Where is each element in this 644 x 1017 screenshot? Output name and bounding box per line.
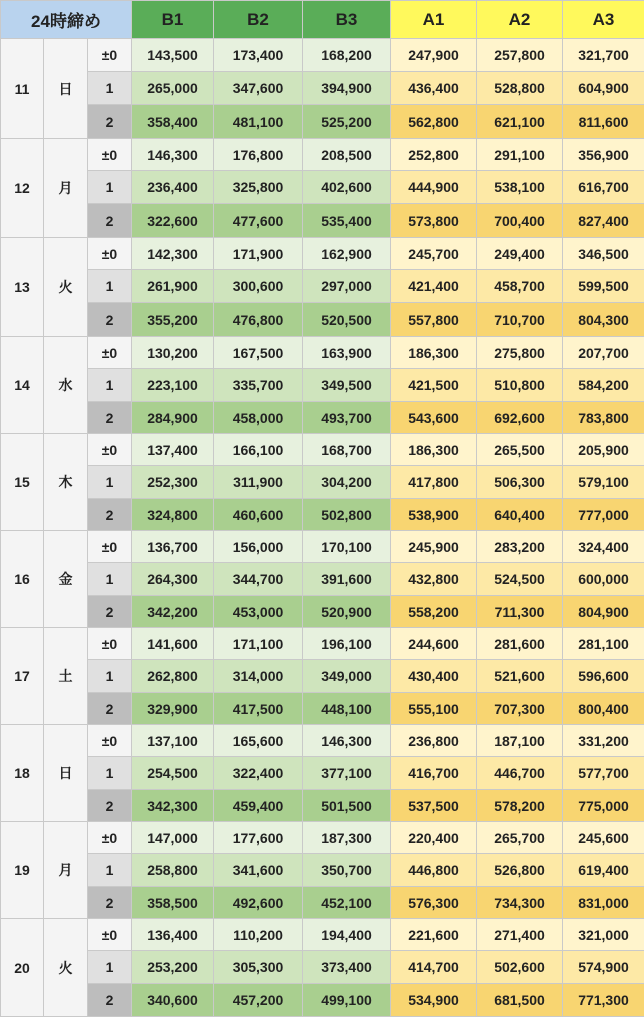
- price-cell-a2: 621,100: [477, 105, 563, 139]
- price-cell-a1: 421,400: [391, 270, 477, 303]
- price-cell-b2: 177,600: [214, 822, 303, 854]
- price-cell-b1: 340,600: [132, 984, 214, 1017]
- price-cell-a3: 596,600: [563, 660, 644, 693]
- price-cell-b3: 499,100: [303, 984, 391, 1017]
- table-row: [1, 369, 644, 402]
- day-offset: 2: [88, 105, 132, 139]
- table-row: [1, 270, 644, 303]
- table-row: [1, 984, 644, 1017]
- price-cell-a1: 414,700: [391, 951, 477, 984]
- price-cell-b3: 349,000: [303, 660, 391, 693]
- table-row: [1, 790, 644, 822]
- table-row: [1, 757, 644, 790]
- day-offset: ±0: [88, 628, 132, 660]
- price-cell-a2: 578,200: [477, 790, 563, 822]
- price-cell-a1: 555,100: [391, 693, 477, 725]
- price-cell-a3: 577,700: [563, 757, 644, 790]
- day-offset: 1: [88, 369, 132, 402]
- price-cell-b2: 476,800: [214, 303, 303, 337]
- price-cell-b3: 394,900: [303, 72, 391, 105]
- table-row: [1, 139, 644, 171]
- price-cell-b2: 460,600: [214, 499, 303, 531]
- price-cell-b2: 156,000: [214, 531, 303, 563]
- price-cell-b1: 358,500: [132, 887, 214, 919]
- price-cell-b2: 110,200: [214, 919, 303, 951]
- price-cell-b1: 265,000: [132, 72, 214, 105]
- price-cell-a2: 187,100: [477, 725, 563, 757]
- weekday: 日: [44, 725, 88, 822]
- table-row: [1, 660, 644, 693]
- price-cell-b2: 311,900: [214, 466, 303, 499]
- price-cell-a2: 502,600: [477, 951, 563, 984]
- day-offset: 2: [88, 596, 132, 628]
- price-cell-a2: 506,300: [477, 466, 563, 499]
- price-cell-a3: 616,700: [563, 171, 644, 204]
- price-cell-a2: 700,400: [477, 204, 563, 238]
- day-offset: 2: [88, 887, 132, 919]
- price-cell-a1: 416,700: [391, 757, 477, 790]
- price-cell-b3: 452,100: [303, 887, 391, 919]
- price-cell-a2: 707,300: [477, 693, 563, 725]
- day-number: 11: [1, 39, 44, 139]
- price-cell-a1: 432,800: [391, 563, 477, 596]
- price-cell-a1: 220,400: [391, 822, 477, 854]
- price-cell-b1: 141,600: [132, 628, 214, 660]
- table-row: [1, 72, 644, 105]
- table-row: [1, 499, 644, 531]
- price-cell-b1: 143,500: [132, 39, 214, 72]
- price-cell-a3: 604,900: [563, 72, 644, 105]
- price-cell-a3: 574,900: [563, 951, 644, 984]
- day-offset: ±0: [88, 822, 132, 854]
- price-cell-a2: 524,500: [477, 563, 563, 596]
- price-cell-a2: 275,800: [477, 337, 563, 369]
- price-cell-a2: 249,400: [477, 238, 563, 270]
- price-cell-a1: 421,500: [391, 369, 477, 402]
- day-offset: 1: [88, 757, 132, 790]
- price-cell-a3: 771,300: [563, 984, 644, 1017]
- price-cell-a2: 281,600: [477, 628, 563, 660]
- price-cell-b2: 171,900: [214, 238, 303, 270]
- price-cell-b3: 187,300: [303, 822, 391, 854]
- price-cell-a2: 692,600: [477, 402, 563, 434]
- table-row: [1, 693, 644, 725]
- price-cell-a2: 681,500: [477, 984, 563, 1017]
- day-number: 12: [1, 139, 44, 238]
- price-cell-a2: 526,800: [477, 854, 563, 887]
- weekday: 月: [44, 139, 88, 238]
- price-cell-a3: 584,200: [563, 369, 644, 402]
- price-cell-b3: 520,900: [303, 596, 391, 628]
- table-row: [1, 39, 644, 72]
- price-cell-b1: 137,400: [132, 434, 214, 466]
- price-cell-a1: 557,800: [391, 303, 477, 337]
- col-header-a1: A1: [391, 1, 477, 39]
- price-cell-b3: 373,400: [303, 951, 391, 984]
- price-cell-a1: 430,400: [391, 660, 477, 693]
- price-cell-b1: 147,000: [132, 822, 214, 854]
- table-row: [1, 204, 644, 238]
- header-row: [1, 1, 644, 39]
- price-cell-a1: 417,800: [391, 466, 477, 499]
- price-cell-b1: 253,200: [132, 951, 214, 984]
- price-cell-a3: 599,500: [563, 270, 644, 303]
- col-header-b3: B3: [303, 1, 391, 39]
- table-row: [1, 951, 644, 984]
- price-cell-b2: 166,100: [214, 434, 303, 466]
- price-cell-a2: 640,400: [477, 499, 563, 531]
- price-cell-b1: 146,300: [132, 139, 214, 171]
- price-cell-b3: 304,200: [303, 466, 391, 499]
- price-cell-a3: 205,900: [563, 434, 644, 466]
- price-cell-b2: 347,600: [214, 72, 303, 105]
- price-cell-a1: 534,900: [391, 984, 477, 1017]
- price-cell-a2: 528,800: [477, 72, 563, 105]
- table-row: [1, 854, 644, 887]
- day-offset: 2: [88, 303, 132, 337]
- day-offset: 1: [88, 466, 132, 499]
- weekday: 月: [44, 822, 88, 919]
- price-cell-a2: 271,400: [477, 919, 563, 951]
- price-cell-a2: 710,700: [477, 303, 563, 337]
- day-offset: ±0: [88, 39, 132, 72]
- price-cell-a2: 283,200: [477, 531, 563, 563]
- price-cell-b2: 325,800: [214, 171, 303, 204]
- price-cell-a3: 321,700: [563, 39, 644, 72]
- price-cell-a3: 831,000: [563, 887, 644, 919]
- weekday: 水: [44, 337, 88, 434]
- table-row: [1, 919, 644, 951]
- price-cell-b1: 130,200: [132, 337, 214, 369]
- day-number: 13: [1, 238, 44, 337]
- price-cell-b2: 176,800: [214, 139, 303, 171]
- table-row: [1, 596, 644, 628]
- price-cell-a1: 236,800: [391, 725, 477, 757]
- price-cell-b2: 300,600: [214, 270, 303, 303]
- price-cell-b2: 165,600: [214, 725, 303, 757]
- price-cell-a3: 207,700: [563, 337, 644, 369]
- table-row: [1, 402, 644, 434]
- day-offset: ±0: [88, 139, 132, 171]
- price-cell-a3: 356,900: [563, 139, 644, 171]
- price-cell-a3: 321,000: [563, 919, 644, 951]
- price-cell-b3: 525,200: [303, 105, 391, 139]
- table-row: [1, 303, 644, 337]
- col-header-a3: A3: [563, 1, 644, 39]
- table-row: [1, 434, 644, 466]
- price-cell-b2: 417,500: [214, 693, 303, 725]
- table-row: [1, 171, 644, 204]
- day-offset: 2: [88, 402, 132, 434]
- price-cell-b3: 163,900: [303, 337, 391, 369]
- price-cell-a1: 446,800: [391, 854, 477, 887]
- price-cell-b2: 314,000: [214, 660, 303, 693]
- price-cell-b3: 146,300: [303, 725, 391, 757]
- table-row: [1, 531, 644, 563]
- price-cell-b2: 322,400: [214, 757, 303, 790]
- price-cell-a3: 783,800: [563, 402, 644, 434]
- price-cell-b3: 297,000: [303, 270, 391, 303]
- table-body: [1, 39, 644, 1017]
- price-cell-b3: 208,500: [303, 139, 391, 171]
- price-cell-a1: 244,600: [391, 628, 477, 660]
- day-offset: 2: [88, 790, 132, 822]
- price-cell-a3: 804,300: [563, 303, 644, 337]
- price-cell-b3: 535,400: [303, 204, 391, 238]
- price-cell-b3: 377,100: [303, 757, 391, 790]
- price-cell-a2: 538,100: [477, 171, 563, 204]
- price-cell-a3: 324,400: [563, 531, 644, 563]
- price-cell-b1: 358,400: [132, 105, 214, 139]
- price-cell-a1: 186,300: [391, 434, 477, 466]
- price-cell-b2: 341,600: [214, 854, 303, 887]
- day-number: 17: [1, 628, 44, 725]
- price-cell-b1: 264,300: [132, 563, 214, 596]
- weekday: 火: [44, 238, 88, 337]
- price-cell-b2: 171,100: [214, 628, 303, 660]
- price-cell-a3: 775,000: [563, 790, 644, 822]
- price-cell-a3: 777,000: [563, 499, 644, 531]
- price-cell-a1: 543,600: [391, 402, 477, 434]
- price-cell-b1: 262,800: [132, 660, 214, 693]
- price-cell-b2: 458,000: [214, 402, 303, 434]
- col-header-b1: B1: [132, 1, 214, 39]
- price-cell-b2: 459,400: [214, 790, 303, 822]
- day-number: 19: [1, 822, 44, 919]
- price-cell-a3: 619,400: [563, 854, 644, 887]
- weekday: 日: [44, 39, 88, 139]
- price-cell-b1: 324,800: [132, 499, 214, 531]
- col-header-a2: A2: [477, 1, 563, 39]
- table-row: [1, 725, 644, 757]
- price-cell-b2: 167,500: [214, 337, 303, 369]
- price-cell-b1: 355,200: [132, 303, 214, 337]
- col-header-b2: B2: [214, 1, 303, 39]
- price-cell-b1: 236,400: [132, 171, 214, 204]
- price-cell-a2: 711,300: [477, 596, 563, 628]
- weekday: 土: [44, 628, 88, 725]
- price-cell-b1: 223,100: [132, 369, 214, 402]
- price-cell-a1: 562,800: [391, 105, 477, 139]
- day-number: 14: [1, 337, 44, 434]
- day-offset: 1: [88, 951, 132, 984]
- price-cell-b3: 502,800: [303, 499, 391, 531]
- price-cell-b3: 402,600: [303, 171, 391, 204]
- price-cell-a2: 458,700: [477, 270, 563, 303]
- price-cell-a2: 521,600: [477, 660, 563, 693]
- price-cell-a3: 579,100: [563, 466, 644, 499]
- table-row: [1, 337, 644, 369]
- weekday: 火: [44, 919, 88, 1017]
- day-offset: 2: [88, 693, 132, 725]
- day-offset: 1: [88, 563, 132, 596]
- price-cell-b2: 457,200: [214, 984, 303, 1017]
- price-cell-a1: 245,700: [391, 238, 477, 270]
- price-cell-a3: 346,500: [563, 238, 644, 270]
- day-offset: ±0: [88, 725, 132, 757]
- price-cell-a1: 221,600: [391, 919, 477, 951]
- price-cell-a1: 538,900: [391, 499, 477, 531]
- price-cell-b1: 136,700: [132, 531, 214, 563]
- price-cell-b3: 168,200: [303, 39, 391, 72]
- day-offset: ±0: [88, 337, 132, 369]
- cutoff-label: 24時締め: [1, 1, 132, 39]
- price-cell-a2: 734,300: [477, 887, 563, 919]
- price-cell-b1: 322,600: [132, 204, 214, 238]
- price-cell-a3: 800,400: [563, 693, 644, 725]
- price-cell-b2: 305,300: [214, 951, 303, 984]
- price-cell-b3: 501,500: [303, 790, 391, 822]
- price-cell-a3: 811,600: [563, 105, 644, 139]
- table-row: [1, 466, 644, 499]
- day-offset: 1: [88, 270, 132, 303]
- price-cell-b3: 168,700: [303, 434, 391, 466]
- price-cell-b3: 448,100: [303, 693, 391, 725]
- price-cell-a3: 600,000: [563, 563, 644, 596]
- price-cell-b3: 350,700: [303, 854, 391, 887]
- weekday: 金: [44, 531, 88, 628]
- price-cell-b3: 391,600: [303, 563, 391, 596]
- price-cell-a2: 265,500: [477, 434, 563, 466]
- price-cell-b3: 520,500: [303, 303, 391, 337]
- price-cell-a1: 444,900: [391, 171, 477, 204]
- price-cell-a3: 281,100: [563, 628, 644, 660]
- day-offset: ±0: [88, 434, 132, 466]
- price-cell-b2: 453,000: [214, 596, 303, 628]
- day-offset: 2: [88, 499, 132, 531]
- table-row: [1, 887, 644, 919]
- price-cell-a3: 804,900: [563, 596, 644, 628]
- day-offset: ±0: [88, 919, 132, 951]
- table-row: [1, 822, 644, 854]
- price-cell-b3: 493,700: [303, 402, 391, 434]
- day-offset: 1: [88, 171, 132, 204]
- price-cell-a2: 257,800: [477, 39, 563, 72]
- price-cell-a2: 265,700: [477, 822, 563, 854]
- price-cell-b1: 284,900: [132, 402, 214, 434]
- price-cell-b1: 254,500: [132, 757, 214, 790]
- price-cell-a2: 291,100: [477, 139, 563, 171]
- price-cell-b1: 142,300: [132, 238, 214, 270]
- price-cell-b1: 258,800: [132, 854, 214, 887]
- day-offset: 1: [88, 854, 132, 887]
- price-cell-b2: 481,100: [214, 105, 303, 139]
- price-cell-b3: 170,100: [303, 531, 391, 563]
- price-cell-b2: 335,700: [214, 369, 303, 402]
- price-cell-a1: 247,900: [391, 39, 477, 72]
- day-number: 18: [1, 725, 44, 822]
- price-cell-a1: 252,800: [391, 139, 477, 171]
- price-cell-b3: 162,900: [303, 238, 391, 270]
- day-number: 16: [1, 531, 44, 628]
- day-offset: ±0: [88, 238, 132, 270]
- price-cell-b2: 492,600: [214, 887, 303, 919]
- price-cell-b1: 342,300: [132, 790, 214, 822]
- day-offset: 1: [88, 660, 132, 693]
- table-row: [1, 238, 644, 270]
- price-cell-b1: 252,300: [132, 466, 214, 499]
- day-number: 15: [1, 434, 44, 531]
- price-cell-a1: 558,200: [391, 596, 477, 628]
- table-row: [1, 628, 644, 660]
- price-cell-b1: 329,900: [132, 693, 214, 725]
- price-cell-b2: 344,700: [214, 563, 303, 596]
- day-number: 20: [1, 919, 44, 1017]
- day-offset: 2: [88, 984, 132, 1017]
- table-row: [1, 105, 644, 139]
- price-cell-b3: 194,400: [303, 919, 391, 951]
- price-cell-b2: 173,400: [214, 39, 303, 72]
- day-offset: ±0: [88, 531, 132, 563]
- price-cell-a2: 510,800: [477, 369, 563, 402]
- price-cell-b1: 342,200: [132, 596, 214, 628]
- price-cell-a2: 446,700: [477, 757, 563, 790]
- price-cell-b3: 349,500: [303, 369, 391, 402]
- price-cell-b1: 137,100: [132, 725, 214, 757]
- price-cell-a1: 186,300: [391, 337, 477, 369]
- price-cell-a3: 827,400: [563, 204, 644, 238]
- price-cell-a3: 331,200: [563, 725, 644, 757]
- price-cell-b1: 136,400: [132, 919, 214, 951]
- price-cell-a1: 573,800: [391, 204, 477, 238]
- day-offset: 2: [88, 204, 132, 238]
- price-cell-a1: 537,500: [391, 790, 477, 822]
- price-cell-b2: 477,600: [214, 204, 303, 238]
- price-cell-b3: 196,100: [303, 628, 391, 660]
- table-row: [1, 563, 644, 596]
- price-cell-b1: 261,900: [132, 270, 214, 303]
- price-cell-a3: 245,600: [563, 822, 644, 854]
- weekday: 木: [44, 434, 88, 531]
- day-offset: 1: [88, 72, 132, 105]
- price-cell-a1: 245,900: [391, 531, 477, 563]
- price-cell-a1: 576,300: [391, 887, 477, 919]
- price-cell-a1: 436,400: [391, 72, 477, 105]
